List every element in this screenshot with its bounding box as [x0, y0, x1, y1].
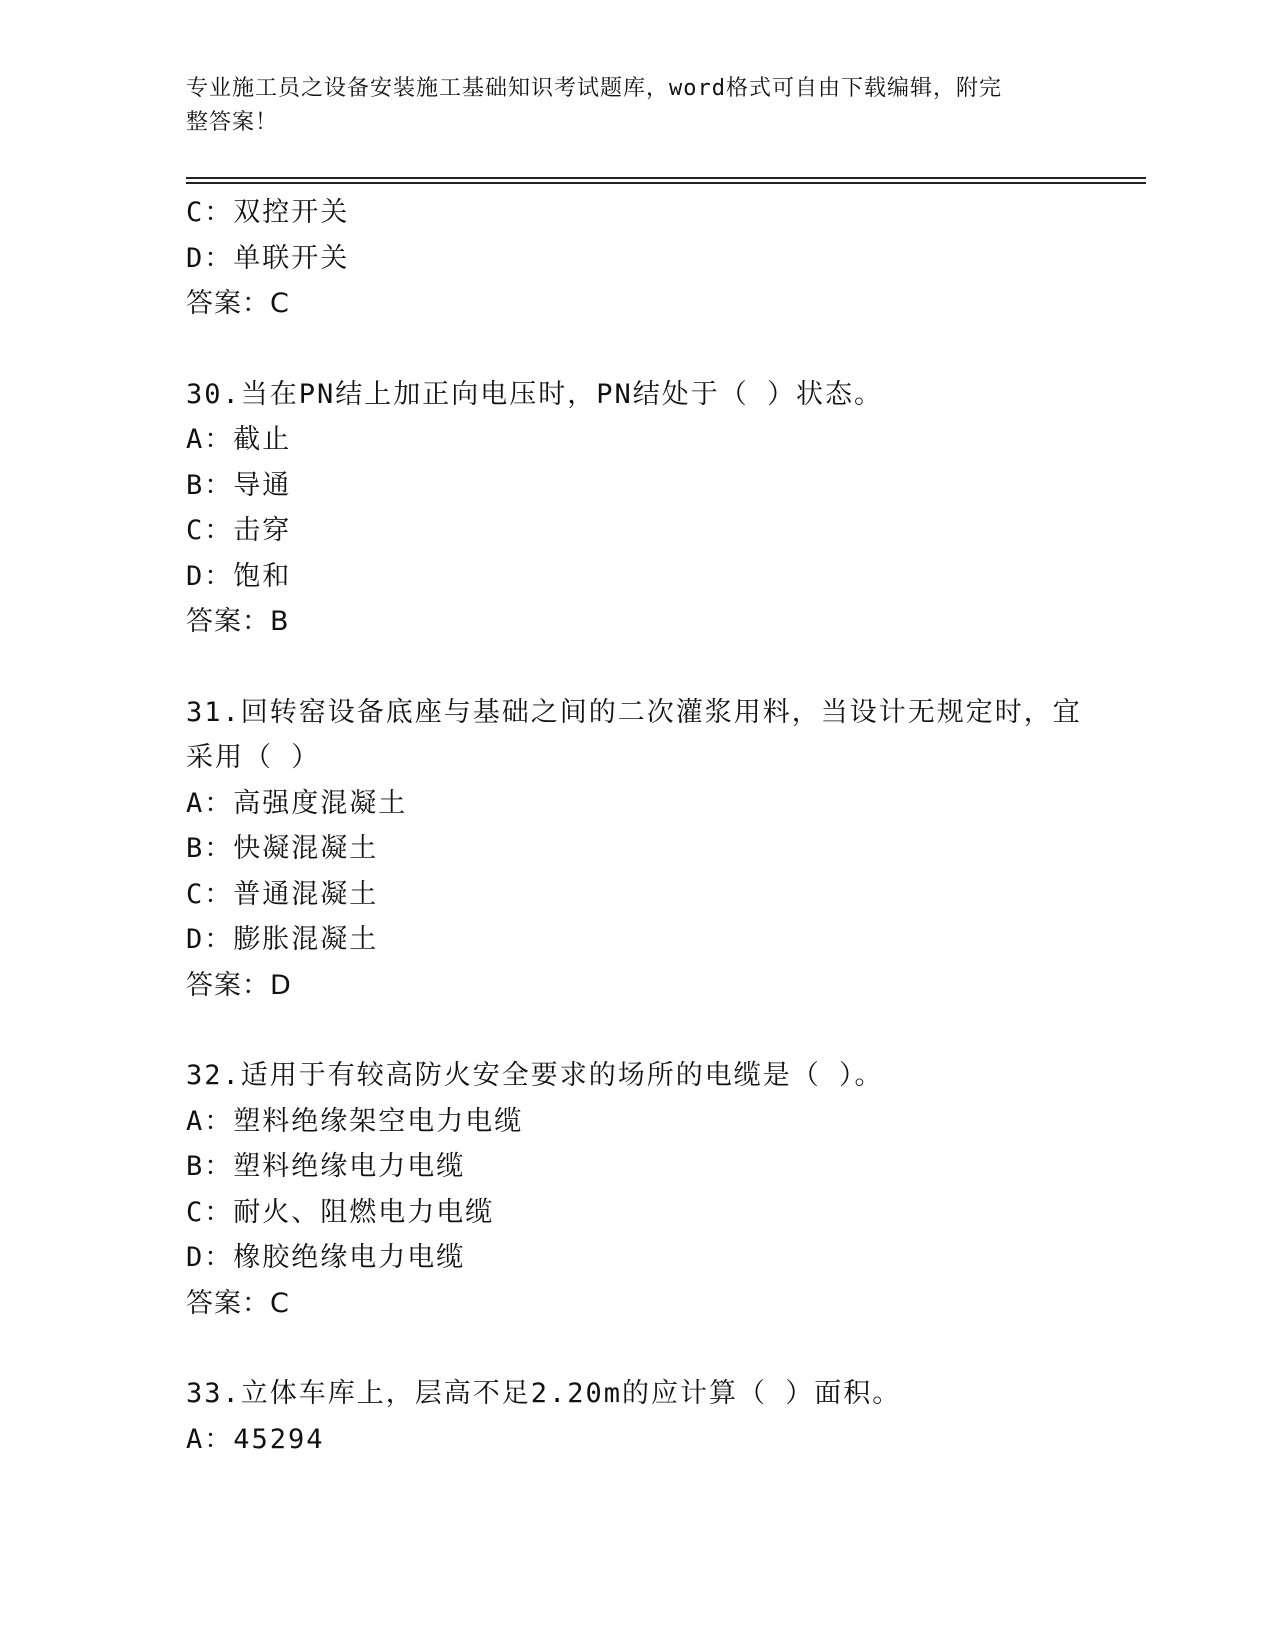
spacer [186, 1326, 1086, 1371]
question-30-option-c: C：击穿 [186, 515, 292, 546]
question-32-option-c: C：耐火、阻燃电力电缆 [186, 1196, 495, 1228]
header-divider-bottom [186, 182, 1146, 184]
question-33-stem: 33.立体车库上，层高不足2.20m的应计算（ ）面积。 [186, 1378, 902, 1409]
question-31-stem-line-1: 31.回转窑设备底座与基础之间的二次灌浆用料，当设计无规定时，宜 [186, 696, 1082, 728]
option-d: D：单联开关 [186, 242, 350, 274]
spacer [186, 1008, 1086, 1053]
question-30-option-a: A：截止 [186, 424, 292, 455]
question-30-option-b: B：导通 [186, 469, 292, 501]
question-30-stem: 30.当在PN结上加正向电压时，PN结处于（ ）状态。 [186, 378, 884, 410]
question-32-option-d: D：橡胶绝缘电力电缆 [186, 1242, 466, 1273]
question-32-option-b: B：塑料绝缘电力电缆 [186, 1151, 466, 1182]
option-c: C：双控开关 [186, 197, 350, 228]
header-divider-top [186, 177, 1146, 179]
question-31-option-c: C：普通混凝土 [186, 878, 379, 910]
question-30-answer: 答案：B [186, 606, 290, 637]
spacer [186, 327, 1086, 372]
question-31-option-a: A：高强度混凝土 [186, 787, 408, 819]
question-31-answer: 答案：D [186, 969, 292, 1001]
question-32-option-a: A：塑料绝缘架空电力电缆 [186, 1105, 524, 1137]
document-header [186, 72, 1066, 140]
answer-line: 答案：C [186, 288, 290, 319]
header-title-line-1: 专业施工员之设备安装施工基础知识考试题库，word格式可自由下载编辑，附完 [186, 76, 1002, 101]
question-31-stem-line-2: 采用（ ） [186, 742, 321, 773]
header-title-line-2: 整答案！ [186, 110, 279, 135]
question-content [186, 190, 1086, 1462]
question-31-option-d: D：膨胀混凝土 [186, 924, 379, 955]
question-32-stem: 32.适用于有较高防火安全要求的场所的电缆是（ ）。 [186, 1060, 884, 1091]
question-31-option-b: B：快凝混凝土 [186, 833, 379, 864]
question-33-option-a: A：45294 [186, 1423, 325, 1455]
question-32-answer: 答案：C [186, 1287, 290, 1319]
question-30-option-d: D：饱和 [186, 560, 292, 592]
spacer [186, 645, 1086, 690]
